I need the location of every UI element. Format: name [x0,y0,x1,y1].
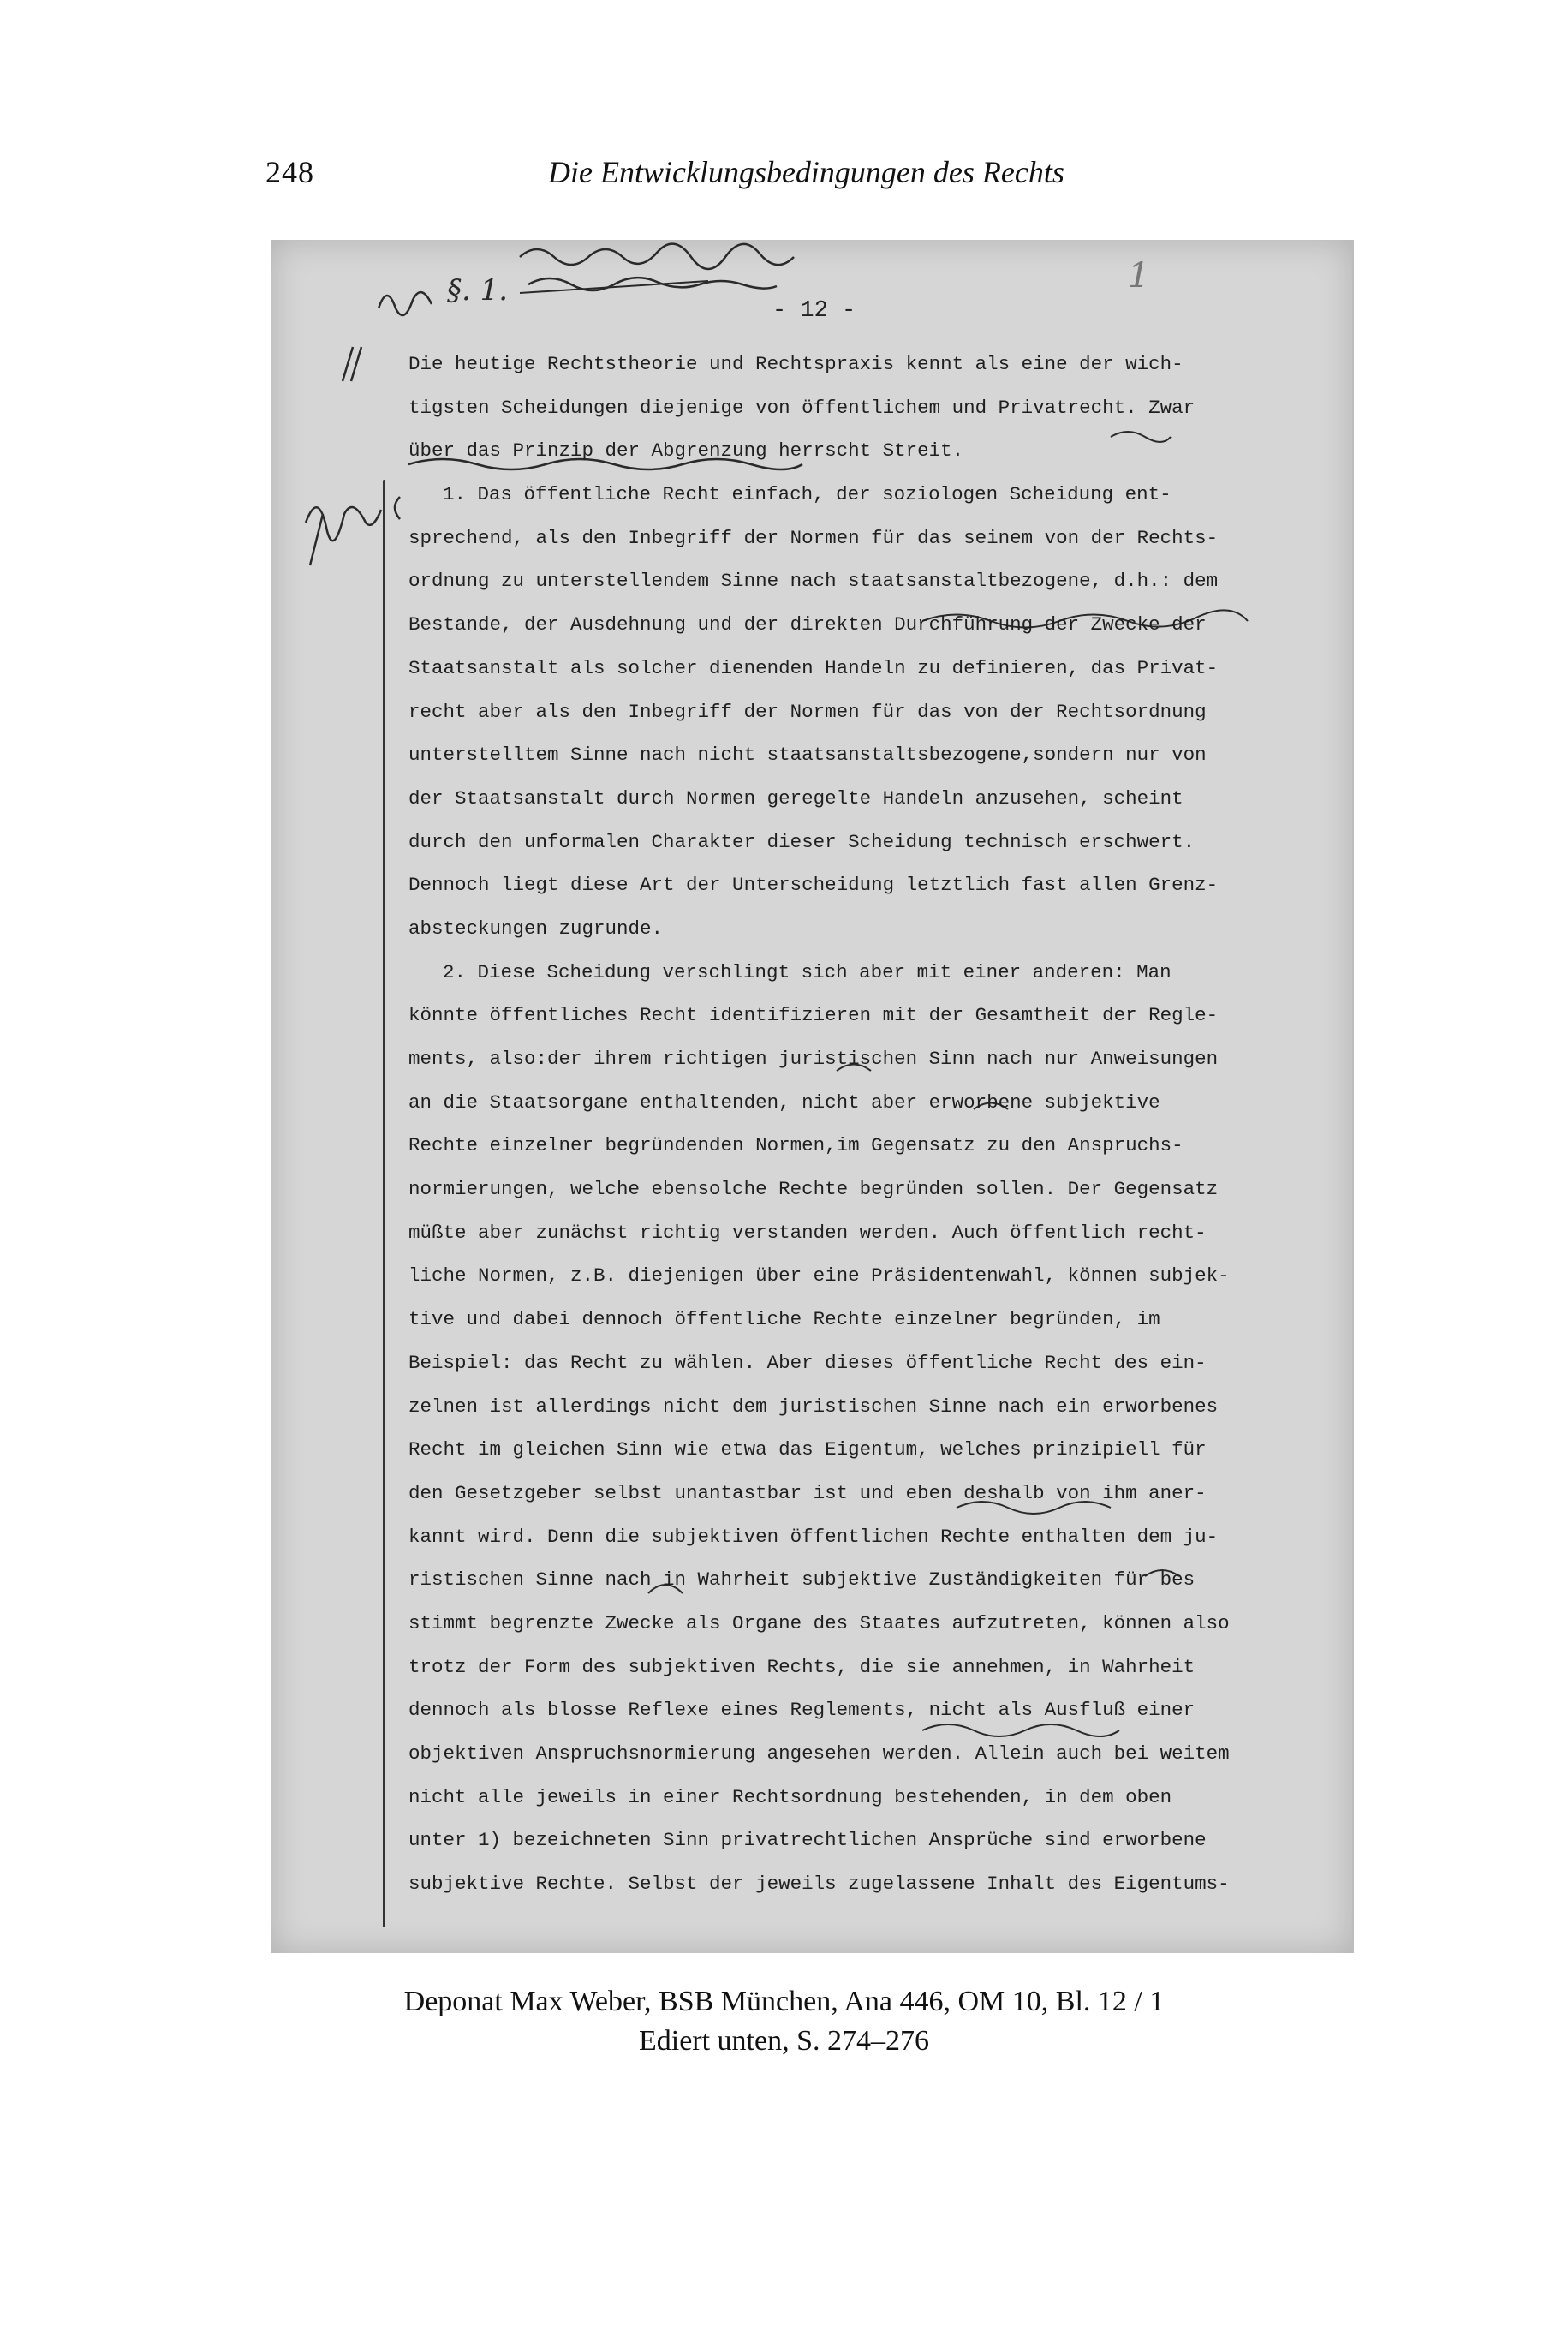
section-mark: §. 1. [447,273,509,308]
text-line: Staatsanstalt als solcher dienenden Handeln zu definieren, das Privat- [408,656,1219,679]
text-line: dennoch als blosse Reflexe eines Reglements, nicht als Ausfluß einer [408,1699,1195,1722]
margin-line [383,480,385,1927]
caption-source: Deponat Max Weber, BSB München, Ana 446, OM 10, Bl. 12 / 1 [403,1986,1165,2017]
text-line: objektiven Anspruchsnormierung angesehen werden. Allein auch bei weitem [408,1742,1230,1765]
text-line: Dennoch liegt diese Art der Unterscheidung letztlich fast allen Grenz- [408,874,1219,897]
text-line: nicht alle jeweils in einer Rechtsordnung bestehenden, in dem oben [408,1785,1172,1808]
text-line: 1. Das öffentliche Recht einfach, der soziologen Scheidung ent- [443,483,1172,506]
text-line: Rechte einzelner begründenden Normen,im Gegensatz zu den Anspruchs- [408,1134,1183,1157]
text-line: tigsten Scheidungen diejenige von öffentlichem und Privatrecht. Zwar [408,396,1195,419]
text-line: trotz der Form des subjektiven Rechts, die sie annehmen, in Wahrheit [408,1655,1195,1678]
text-line: Beispiel: das Recht zu wählen. Aber dieses öffentliche Recht des ein- [408,1351,1207,1374]
text-line: sprechend, als den Inbegriff der Normen für das seinem von der Rechts- [408,526,1219,549]
text-line: subjektive Rechte. Selbst der jeweils zugelassene Inhalt des Eigentums- [408,1873,1230,1896]
text-line: müßte aber zunächst richtig verstanden werden. Auch öffentlich recht- [408,1221,1207,1244]
text-line: absteckungen zugrunde. [408,917,664,940]
text-line: unterstelltem Sinne nach nicht staatsanstaltsbezogene,sondern nur von [408,744,1207,767]
text-line: stimmt begrenzte Zwecke als Organe des Staates aufzutreten, können also [408,1611,1230,1634]
text-line: unter 1) bezeichneten Sinn privatrechtlichen Ansprüche sind erworbene [408,1829,1207,1852]
text-line: normierungen, welche ebensolche Rechte begründen sollen. Der Gegensatz [408,1178,1219,1201]
text-line: tive und dabei dennoch öffentliche Rechte einzelner begründen, im [408,1308,1160,1331]
text-line: Die heutige Rechtstheorie und Rechtspraxis kennt als eine der wich- [408,353,1183,375]
text-line: durch den unformalen Charakter dieser Scheidung technisch erschwert. [408,830,1195,853]
text-line: ments, also:der ihrem richtigen juristischen Sinn nach nur Anweisungen [408,1048,1219,1070]
text-line: an die Staatsorgane enthaltenden, nicht aber erworbene subjektive [408,1090,1160,1114]
sheet-mark: 1 [1128,256,1150,296]
text-line: zelnen ist allerdings nicht dem juristischen Sinne nach ein erworbenes [408,1395,1219,1418]
text-line: über das Prinzip der Abgrenzung herrscht Streit. [408,439,964,463]
text-line: ordnung zu unterstellendem Sinne nach staatsanstaltbezogene, d.h.: dem [408,570,1219,593]
text-line: den Gesetzgeber selbst unantastbar ist und eben deshalb von ihm aner- [408,1481,1207,1504]
text-line: recht aber als den Inbegriff der Normen für das von der Rechtsordnung [408,700,1207,723]
text-line: könnte öffentliches Recht identifizieren mit der Gesamtheit der Regle- [408,1004,1219,1027]
manuscript-facsimile [271,240,1354,1953]
caption-edition-reference: Ediert unten, S. 274–276 [638,2025,930,2057]
text-line: liche Normen, z.B. diejenigen über eine Präsidentenwahl, können subjek- [408,1264,1230,1288]
text-line: Bestande, der Ausdehnung und der direkten Durchführung der Zwecke der [408,613,1207,636]
text-line: 2. Diese Scheidung verschlingt sich aber mit einer anderen: Man [443,960,1172,983]
text-line: Recht im gleichen Sinn wie etwa das Eigentum, welches prinzipiell für [408,1438,1207,1461]
text-line: ristischen Sinne nach in Wahrheit subjektive Zuständigkeiten für bes [408,1568,1195,1592]
sheet-number: - 12 - [772,298,856,324]
typescript-text [408,343,1316,1906]
text-line: kannt wird. Denn die subjektiven öffentlichen Rechte enthalten dem ju- [408,1525,1219,1548]
page-number: 248 [265,155,314,189]
text-line: der Staatsanstalt durch Normen geregelte Handeln anzusehen, scheint [408,786,1183,810]
running-head: Die Entwicklungsbedingungen des Rechts [548,155,1064,189]
